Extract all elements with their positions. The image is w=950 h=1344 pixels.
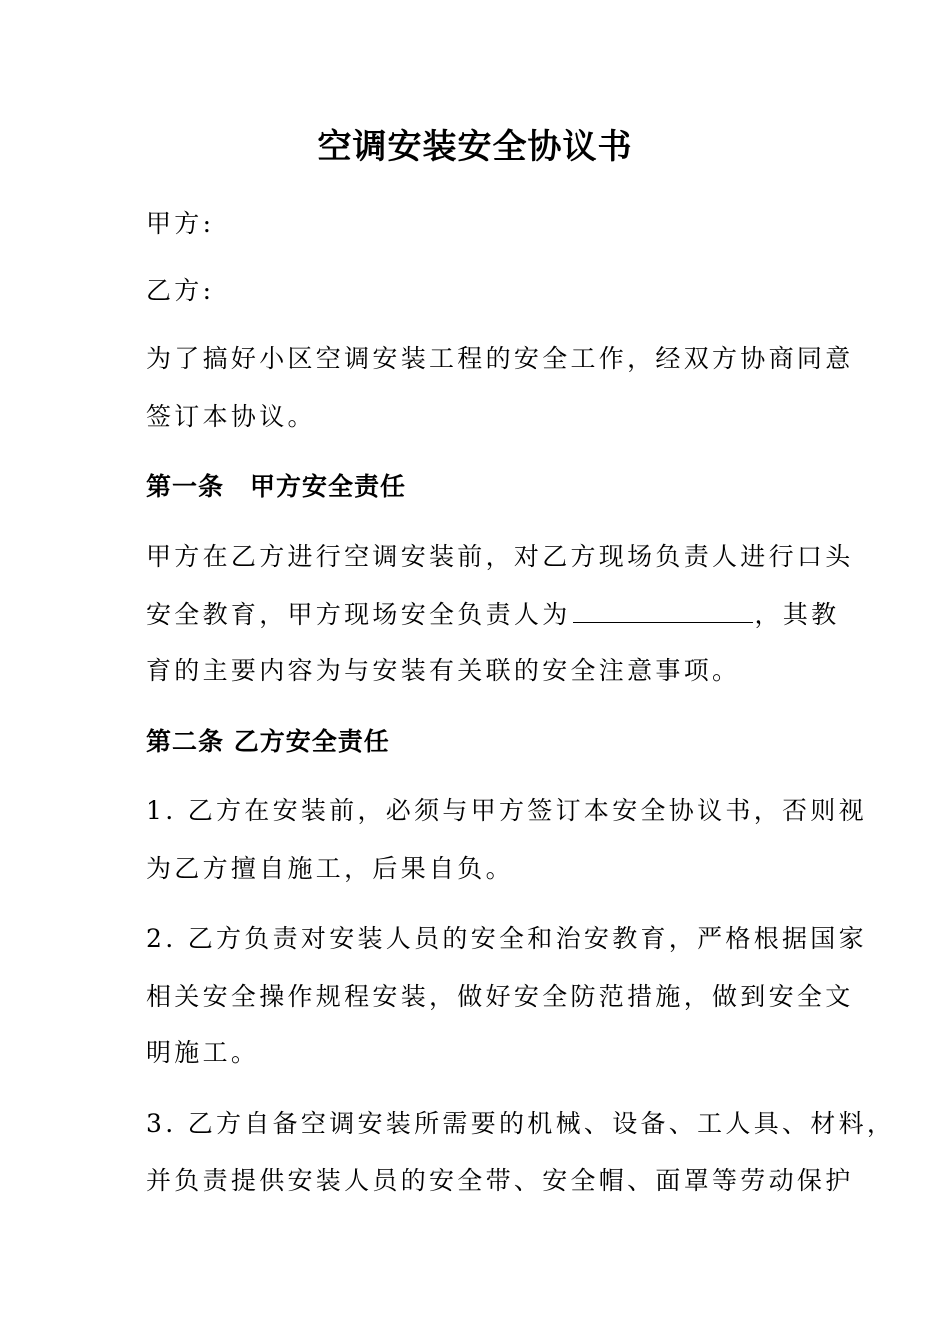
article-1-line-2-before: 安全教育，甲方现场安全负责人为 [146,600,571,629]
article-2-item-2-line-3: 明施工。 [146,1038,260,1067]
article-1-heading: 第一条 甲方安全责任 [146,472,407,501]
intro-line-2: 签订本协议。 [146,402,316,431]
article-2-item-2-line-1: 2. 乙方负责对安装人员的安全和治安教育，严格根据国家 [146,924,867,953]
article-2-item-1-line-1: 1. 乙方在安装前，必须与甲方签订本安全协议书，否则视 [146,796,867,825]
party-a-label: 甲方: [146,209,215,238]
article-2-heading: 第二条 乙方安全责任 [146,727,390,756]
intro-line-1: 为了搞好小区空调安装工程的安全工作，经双方协商同意 [146,344,854,373]
article-2-item-1-line-2: 为乙方擅自施工，后果自负。 [146,854,514,883]
article-2-item-3-line-2: 并负责提供安装人员的安全带、安全帽、面罩等劳动保护 [146,1166,854,1195]
article-1-line-2 [146,597,839,633]
article-2-item-2-line-2: 相关安全操作规程安装，做好安全防范措施，做到安全文 [146,982,854,1011]
article-1-line-2-after: ，其教 [754,600,840,629]
responsible-person-blank [573,600,753,623]
article-2-item-3-line-1: 3. 乙方自备空调安装所需要的机械、设备、工人具、材料， [146,1109,896,1138]
article-1-line-1: 甲方在乙方进行空调安装前，对乙方现场负责人进行口头 [146,542,854,571]
article-1-line-3: 育的主要内容为与安装有关联的安全注意事项。 [146,656,741,685]
document-title: 空调安装安全协议书 [317,127,633,167]
party-b-label: 乙方: [146,276,215,305]
